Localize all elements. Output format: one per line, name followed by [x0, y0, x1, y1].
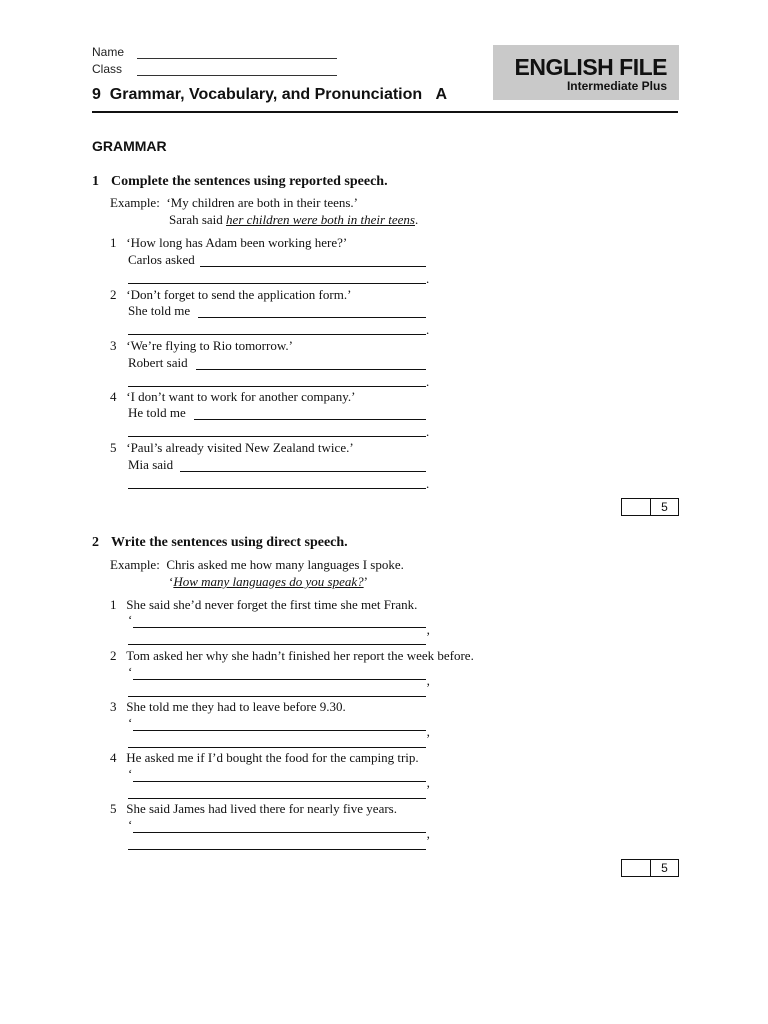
ex2-item-3-answer-line-2[interactable] — [128, 747, 426, 748]
example-label: Example: — [110, 557, 160, 572]
ex2-item-1-close-quote: ’ — [426, 629, 431, 644]
ex2-item-4 — [110, 750, 419, 766]
ex2-item-5-answer-line[interactable] — [133, 832, 426, 833]
item-number: 3 — [110, 699, 117, 714]
ex2-item-3-answer-line[interactable] — [133, 730, 426, 731]
example-open-quote: ‘ — [169, 574, 174, 589]
example-answer: How many languages do you speak? — [173, 574, 364, 589]
exercise2-number: 2 — [92, 535, 99, 550]
unit-number: 9 — [92, 86, 101, 103]
exercise2-example-answer — [169, 574, 368, 590]
score-total: 5 — [661, 500, 668, 514]
title-text: Grammar, Vocabulary, and Pronunciation — [109, 86, 423, 103]
ex1-item-5-answer-line[interactable] — [180, 471, 426, 472]
ex2-item-1 — [110, 597, 417, 613]
exercise1-number: 1 — [92, 174, 99, 189]
section-heading: GRAMMAR — [92, 138, 167, 154]
example-answer: her children were both in their teens — [226, 212, 415, 227]
ex1-item-4-answer-line-2[interactable] — [128, 436, 426, 437]
ex2-item-1-answer-line[interactable] — [133, 627, 426, 628]
item-number: 2 — [110, 648, 117, 663]
item-number: 4 — [110, 750, 117, 765]
page-title — [92, 86, 447, 104]
example-sentence: Chris asked me how many languages I spoke. — [166, 557, 404, 572]
logo — [493, 45, 679, 100]
ex2-item-4-answer-line-2[interactable] — [128, 798, 426, 799]
ex1-item-1-answer-line[interactable] — [200, 266, 426, 267]
exercise1-score-box — [621, 498, 679, 516]
ex1-item-4-period: . — [426, 424, 430, 439]
ex2-item-3-open-quote: ‘ — [128, 715, 133, 730]
item-quote: ‘Paul’s already visited New Zealand twice.’ — [126, 440, 354, 455]
item-sentence: She told me they had to leave before 9.30. — [126, 699, 346, 714]
ex2-item-5 — [110, 801, 397, 817]
item-quote: ‘We’re flying to Rio tomorrow.’ — [126, 338, 293, 353]
name-label: Name — [92, 45, 125, 59]
ex1-item-1-prompt: Carlos asked — [128, 252, 195, 267]
ex2-item-2-close-quote: ’ — [426, 680, 431, 695]
item-number: 1 — [110, 235, 117, 250]
item-sentence: He asked me if I’d bought the food for the camping trip. — [126, 750, 419, 765]
score-total: 5 — [661, 861, 668, 875]
item-sentence: She said she’d never forget the first time she met Frank. — [126, 597, 418, 612]
ex2-item-5-close-quote: ’ — [426, 833, 431, 848]
title-divider — [92, 111, 678, 113]
item-number: 3 — [110, 338, 117, 353]
class-label: Class — [92, 62, 123, 76]
ex2-item-3 — [110, 699, 346, 715]
ex1-item-1-period: . — [426, 271, 430, 286]
item-quote: ‘How long has Adam been working here?’ — [126, 235, 348, 250]
ex1-item-4-prompt: He told me — [128, 405, 186, 420]
item-number: 1 — [110, 597, 117, 612]
ex1-item-1-answer-line-2[interactable] — [128, 283, 426, 284]
ex1-item-2-answer-line-2[interactable] — [128, 334, 426, 335]
ex1-item-4 — [110, 389, 356, 405]
ex2-item-2-open-quote: ‘ — [128, 664, 133, 679]
item-quote: ‘I don’t want to work for another company.’ — [126, 389, 356, 404]
exercise2-example — [110, 557, 404, 573]
example-label: Example: — [110, 195, 160, 210]
example-quote: ‘My children are both in their teens.’ — [166, 195, 359, 210]
ex1-item-4-answer-line[interactable] — [194, 419, 426, 420]
ex1-item-5 — [110, 440, 354, 456]
example-answer-prefix: Sarah said — [169, 212, 223, 227]
ex1-item-5-period: . — [426, 476, 430, 491]
class-field[interactable] — [137, 75, 337, 76]
exercise1-heading — [92, 172, 388, 190]
ex1-item-5-prompt: Mia said — [128, 457, 174, 472]
example-close-quote: ’ — [363, 574, 368, 589]
ex2-item-4-close-quote: ’ — [426, 782, 431, 797]
score-entry[interactable] — [622, 860, 651, 876]
ex1-item-1 — [110, 235, 347, 251]
item-number: 2 — [110, 287, 117, 302]
name-field[interactable] — [137, 58, 337, 59]
ex2-item-5-open-quote: ‘ — [128, 817, 133, 832]
item-number: 4 — [110, 389, 117, 404]
ex1-item-2-answer-line[interactable] — [198, 317, 426, 318]
ex1-item-2-period: . — [426, 322, 430, 337]
logo-subtitle: Intermediate Plus — [566, 79, 667, 93]
item-number: 5 — [110, 801, 117, 816]
score-entry[interactable] — [622, 499, 651, 515]
ex1-item-3-period: . — [426, 374, 430, 389]
ex2-item-2-answer-line-2[interactable] — [128, 696, 426, 697]
ex1-item-3 — [110, 338, 293, 354]
item-sentence: She said James had lived there for nearly five years. — [126, 801, 397, 816]
exercise2-score-box — [621, 859, 679, 877]
ex2-item-1-answer-line-2[interactable] — [128, 644, 426, 645]
ex2-item-2 — [110, 648, 474, 664]
ex1-item-5-answer-line-2[interactable] — [128, 488, 426, 489]
ex1-item-3-answer-line-2[interactable] — [128, 386, 426, 387]
logo-title: ENGLISH FILE — [514, 54, 667, 80]
exercise2-instruction: Write the sentences using direct speech. — [111, 535, 348, 550]
ex1-item-2 — [110, 287, 351, 303]
example-answer-suffix: . — [415, 212, 419, 227]
ex1-item-3-prompt: Robert said — [128, 355, 188, 370]
ex2-item-3-close-quote: ’ — [426, 731, 431, 746]
ex2-item-5-answer-line-2[interactable] — [128, 849, 426, 850]
item-number: 5 — [110, 440, 117, 455]
ex2-item-2-answer-line[interactable] — [133, 679, 426, 680]
test-version: A — [435, 86, 448, 103]
exercise1-instruction: Complete the sentences using reported speech. — [111, 174, 388, 189]
ex2-item-4-answer-line[interactable] — [133, 781, 426, 782]
ex1-item-2-prompt: She told me — [128, 303, 191, 318]
exercise1-example-answer — [169, 212, 418, 228]
ex1-item-3-answer-line[interactable] — [196, 369, 426, 370]
item-sentence: Tom asked her why she hadn’t finished her report the week before. — [126, 648, 474, 663]
ex2-item-1-open-quote: ‘ — [128, 612, 133, 627]
item-quote: ‘Don’t forget to send the application form.’ — [126, 287, 352, 302]
exercise1-example — [110, 195, 358, 211]
exercise2-heading — [92, 533, 348, 551]
ex2-item-4-open-quote: ‘ — [128, 766, 133, 781]
